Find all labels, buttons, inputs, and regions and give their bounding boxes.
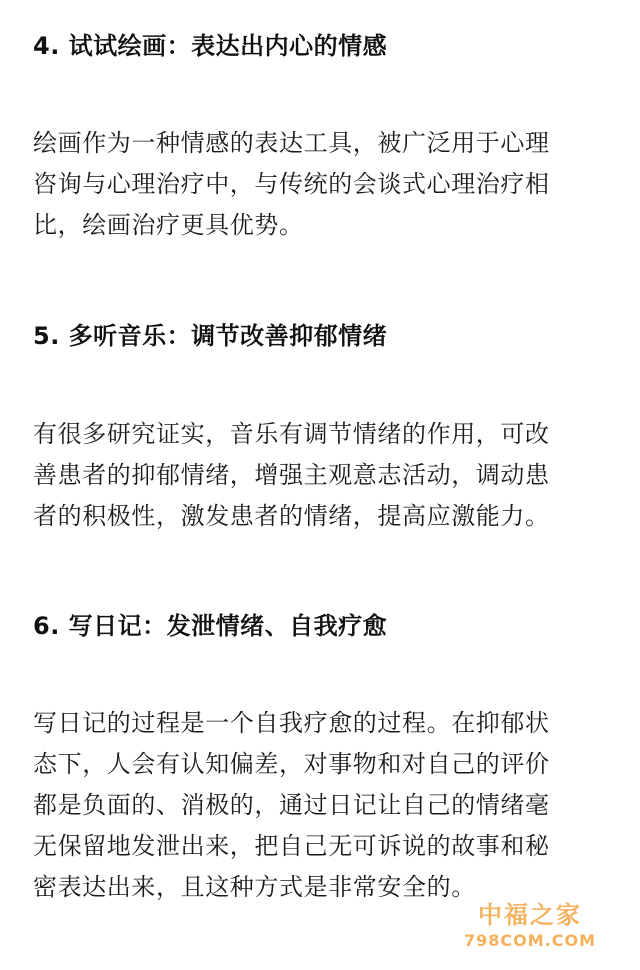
paragraph-line: 绘画作为一种情感的表达工具，被广泛用于心理: [33, 129, 550, 157]
paragraph-line: 无保留地发泄出来，把自己无可诉说的故事和秘: [33, 832, 550, 860]
section-paragraph-5: [33, 414, 623, 537]
paragraph-line: 善患者的抑郁情绪，增强主观意志活动，调动患: [33, 461, 550, 489]
paragraph-line: 密表达出来，且这种方式是非常安全的。: [33, 873, 476, 901]
paragraph-line: 比，绘画治疗更具优势。: [33, 211, 304, 239]
watermark-logo: 中福之家: [478, 901, 582, 929]
section-heading-4: 4. 试试绘画：表达出内心的情感: [33, 32, 388, 60]
section-heading-5: 5. 多听音乐：调节改善抑郁情绪: [33, 322, 388, 350]
paragraph-line: 咨询与心理治疗中，与传统的会谈式心理治疗相: [33, 170, 550, 198]
paragraph-line: 都是负面的、消极的，通过日记让自己的情绪毫: [33, 791, 550, 819]
section-paragraph-6: [33, 703, 623, 908]
site-watermark: [455, 900, 605, 970]
section-heading-6: 6. 写日记：发泄情绪、自我疗愈: [33, 612, 388, 640]
paragraph-line: 者的积极性，激发患者的情绪，提高应激能力。: [33, 502, 550, 530]
section-paragraph-4: [33, 123, 623, 246]
paragraph-line: 态下，人会有认知偏差，对事物和对自己的评价: [33, 750, 550, 778]
paragraph-line: 有很多研究证实，音乐有调节情绪的作用，可改: [33, 420, 550, 448]
watermark-domain: 798COM.COM: [463, 931, 596, 950]
paragraph-line: 写日记的过程是一个自我疗愈的过程。在抑郁状: [33, 709, 550, 737]
